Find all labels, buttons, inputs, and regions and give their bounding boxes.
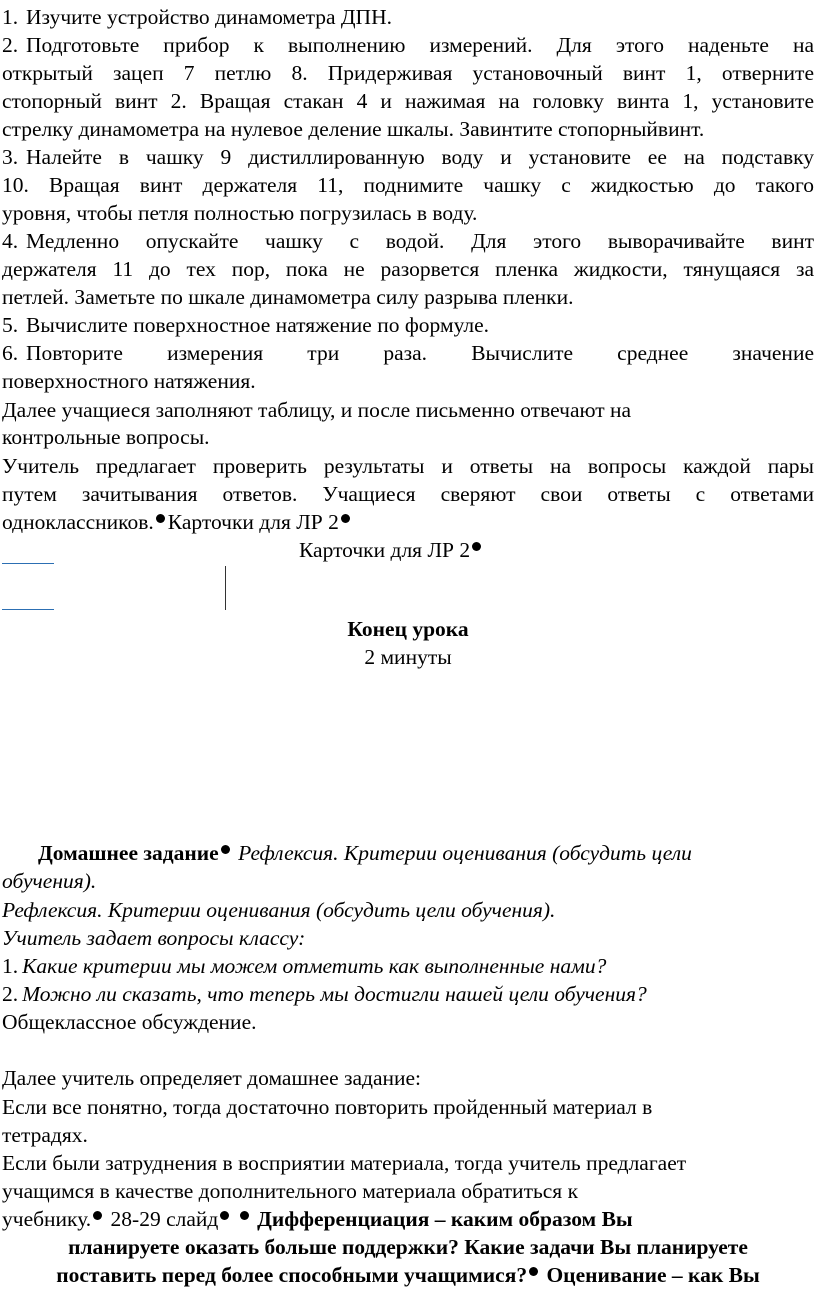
step-4-line-2: держателя 11 до тех пор, пока не разорвется пленка жидкости, тянущаяся за (2, 257, 814, 281)
check-paragraph-line-3: одноклассников. Карточки для ЛР 2 (2, 509, 814, 536)
end-time: 2 минуты (364, 645, 452, 669)
underline-rule (2, 609, 54, 610)
step-2-line-2: открытый зацеп 7 петлю 8. Придерживая установочный винт 1, отверните (2, 61, 814, 85)
check-paragraph-line-2: путем зачитывания ответов. Учащиеся сверяют свои ответы с ответами (2, 482, 814, 506)
if-difficult-line-1: Если были затруднения в восприятии материала, тогда учитель предлагает (2, 1151, 687, 1175)
step-2-line-3: стопорный винт 2. Вращая стакан 4 и нажимая на головку винта 1, установите (2, 89, 814, 113)
homework-heading-line: Домашнее задание Рефлексия. Критерии оценивания (обсудить цели (38, 841, 692, 865)
step-3-line-2: 10. Вращая винт держателя 11, поднимите чашку с жидкостью до такого (2, 173, 814, 197)
step-2-line-1: 2. Подготовьте прибор к выполнению измерений. Для этого наденьте на (2, 33, 814, 57)
vertical-divider (225, 566, 226, 610)
question-2: 2. Можно ли сказать, что теперь мы достигли нашей цели обучения? (2, 982, 647, 1006)
if-clear-line-2: тетрадях. (2, 1123, 88, 1147)
step-1: 1. Изучите устройство динамометра ДПН. (2, 5, 392, 29)
step-6-line-1: 6. Повторите измерения три раза. Вычислите среднее значение (2, 341, 814, 365)
if-clear-line-1: Если все понятно, тогда достаточно повторить пройденный материал в (2, 1095, 653, 1119)
cards-label: Карточки для ЛР 2 (299, 537, 599, 564)
bullet-icon (472, 542, 481, 551)
step-5: 5. Вычислите поверхностное натяжение по формуле. (2, 313, 490, 337)
teacher-asks: Учитель задает вопросы классу: (2, 926, 306, 950)
step-2-line-4: стрелку динамометра на нулевое деление шкалы. Завинтите стопорныйвинт. (2, 117, 705, 141)
differentiation-line-2: планируете оказать больше поддержки? Какие задачи Вы планируете (68, 1235, 748, 1259)
bullet-icon (156, 514, 165, 523)
end-title: Конец урока (347, 617, 469, 641)
underline-rule (2, 563, 54, 564)
bullet-icon (529, 1267, 538, 1276)
question-1: 1. Какие критерии мы можем отметить как выполненные нами? (2, 954, 607, 978)
homework-intro: Далее учитель определяет домашнее задание: (2, 1066, 422, 1090)
step-4-line-3: петлей. Заметьте по шкале динамометра силу разрыва пленки. (2, 285, 574, 309)
reflection-line: Рефлексия. Критерии оценивания (обсудить цели обучения). (2, 898, 556, 922)
step-3-line-3: уровня, чтобы петля полностью погрузилась в воду. (2, 201, 478, 225)
step-6-line-2: поверхностного натяжения. (2, 369, 256, 393)
class-discussion: Общеклассное обсуждение. (2, 1010, 257, 1034)
reflection-continuation: обучения). (2, 869, 97, 893)
bullet-icon (240, 1211, 249, 1220)
bullet-icon (220, 1211, 229, 1220)
step-3-line-1: 3. Налейте в чашку 9 дистиллированную воду и установите ее на подставку (2, 145, 814, 169)
bullet-icon (341, 514, 350, 523)
step-4-line-1: 4. Медленно опускайте чашку с водой. Для этого выворачивайте винт (2, 229, 814, 253)
check-paragraph-line-1: Учитель предлагает проверить результаты и ответы на вопросы каждой пары (2, 454, 814, 478)
table-paragraph-line-1: Далее учащиеся заполняют таблицу, и после письменно отвечают на (2, 398, 632, 422)
bullet-icon (221, 845, 230, 854)
differentiation-line-3: поставить перед более способными учащимися? Оценивание – как Вы (56, 1263, 760, 1287)
if-difficult-line-2: учащимся в качестве дополнительного материала обратиться к (2, 1179, 579, 1203)
table-paragraph-line-2: контрольные вопросы. (2, 425, 210, 449)
textbook-line: учебнику. 28-29 слайд Дифференциация – каким образом Вы (2, 1207, 633, 1231)
bullet-icon (93, 1211, 102, 1220)
